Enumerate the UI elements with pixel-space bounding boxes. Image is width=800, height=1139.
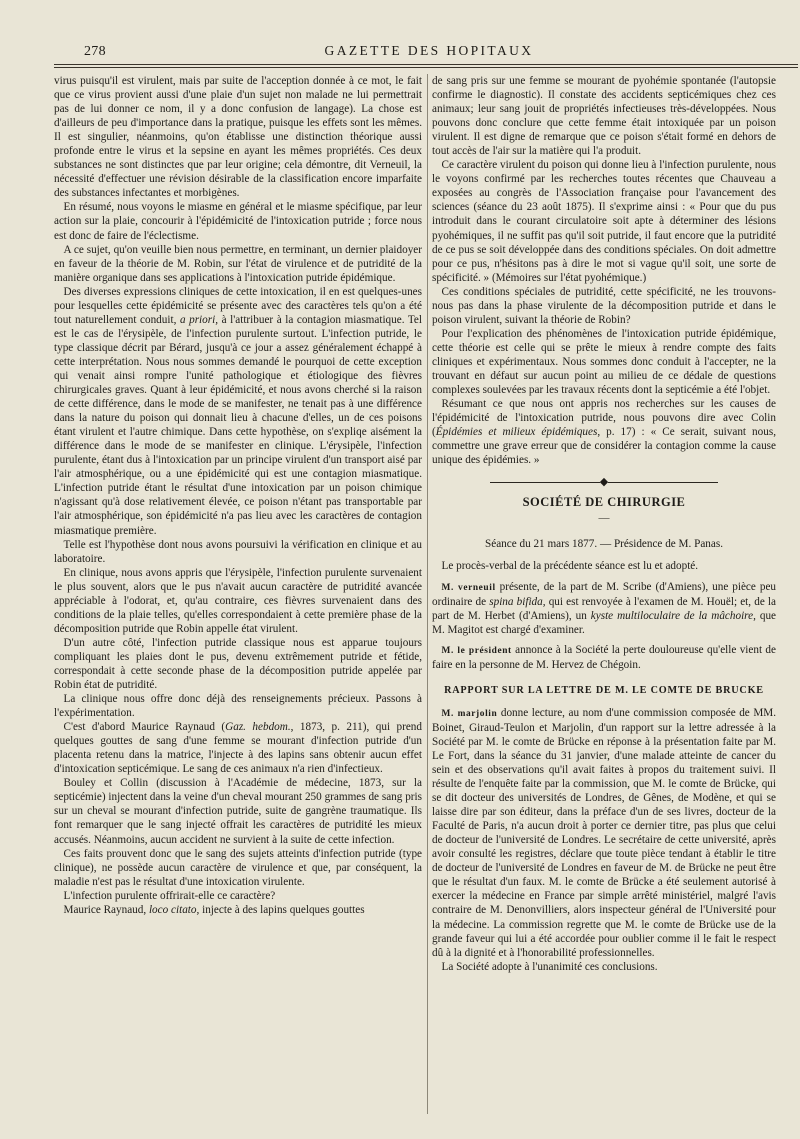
paragraph: virus puisqu'il est virulent, mais par suite de l'acception donnée à ce mot, le fait que ce virus provient aussi d'une plaie d'un sujet non malade ne lui permettrait pas de lui donner ce nom, il y a donc confusion de langage). La chose est d'ailleurs de peu d'importance dans la pratique, puisque les effets sont les mêmes. Il est singulier, néanmoins, qu'on établisse une distinction théorique aussi profonde entre le virus et la sepsine en ayant les mêmes propriétés. Ces deux substances ne sont distinctes que par leur origine; cela démontre, dit Verneuil, la nécessité d'effectuer une révision désirable de la classification encore imparfaite des substances infectantes et morbigènes. bbox=[54, 75, 422, 200]
text-run: qui est renvoyée à l'examen de M. Houël; et, de la part de M. Herbet (d'Amiens), un bbox=[432, 595, 777, 622]
text-run: Maurice Raynaud, bbox=[63, 903, 147, 916]
seance-line: Séance du 21 mars 1877. — Présidence de M. Panas. bbox=[485, 538, 723, 551]
text-run: donne lecture, au nom d'une commission composée de MM. Boinet, Giraud-Teulon et Marjolin, d'un rapport sur la lettre adressée à la Société par M. le comte de Brücke en réponse à la présentation faite par M. Le Fort, dans la séance du 31 janvier, d'une malade atteinte de cancer du sein et des observations qu'il avait faites à propos du traitement suivi. Il résulte de l'enquête faite par la commission, que M. le comte de Brücke, qui se dit docteur des universités de Londres, de Gênes, de Modène, et qui se laisse dire par son éditeur, dans la préface d'un de ses livres, docteur de la Faculté de Paris, n'a aucun droit à porter ce dernier titre, pas plus que celui de docteur de l'université de Londres. Le secrétaire de cette université, après avoir consulté les registres, déclare que toute pièce tendant à établir le titre de docteur de l'université de Londres en faveur de M. de Brücke ne peut être que le résultat d'un faux. M. le comte de Brücke a été seulement autorisé à exercer la médecine en France par simple arrêté ministériel, malgré l'avis contraire de M. Denonvilliers, alors inspecteur général de l'Université pour la médecine. La commission regrette que M. le comte de Brücke use de la grande faveur qui lui a été accordée pour oublier comme il le fait le respect dû à la dignité et à l'honorabilité professionnelles. bbox=[432, 706, 777, 959]
paragraph: En résumé, nous voyons le miasme en général et le miasme spécifique, par leur action sur la plaie, concourir à l'épidémicité de l'intoxication putride ; force nous est donc de faire de l'éclectisme. bbox=[54, 201, 422, 242]
speaker-name: M. le président bbox=[441, 645, 512, 656]
text-run: Résumant ce que nous ont appris nos recherches sur les causes de l'épidémicité de l'intoxication putride, nous pouvons dire avec Colin ( bbox=[432, 398, 776, 439]
header-rule bbox=[54, 64, 798, 65]
paragraph bbox=[54, 720, 422, 776]
paragraph: Telle est l'hypothèse dont nous avons poursuivi la vérification en clinique et au laboratoire. bbox=[54, 538, 422, 565]
paragraph bbox=[54, 903, 422, 917]
page-header bbox=[84, 40, 774, 68]
italic-text: Gaz. hebdom. bbox=[225, 721, 291, 734]
report-title: RAPPORT SUR LA LETTRE DE M. LE COMTE DE BRUCKE bbox=[444, 684, 764, 696]
page-number: 278 bbox=[84, 44, 106, 59]
italic-text: loco citato, bbox=[148, 903, 200, 916]
paragraph bbox=[432, 706, 776, 960]
text-run: à l'attribuer à la contagion miasmatique. Tel est le cas de l'érysipèle, de l'infection purulente surtout. L'infection putride, le type classique décrit par Bérard, jusqu'à ce jour a assez généralement échappé à cette interprétation. Nous nous sommes demandé le pourquoi de cette exception qui venait ainsi rompre l'unité pathologique et étiologique des fièvres chirurgicales graves. Quant à leur épidémicité, et nous avons cherché si la raison de cette différence, dans le mode de se manifester, ne tenait pas à une différence dans la nature du poison qui donnait lieu à chacune d'elles, un de ces poisons étant virulent et l'autre chimique. Dans cette hypothèse, on s'expliqe aisément la différence dans le mode de se manifester en clinique. L'érysipèle, l'infection purulente, étant dus à l'intoxication par un principe virulent d'un transport aisé par l'air atmosphérique, ou a une épidémicité qui est une contagion miasmatique. L'infection putride étant le résultat d'une intoxication par un poison chimique n'agissant qu'à dose relativement élevée, ce poison n'étant pas transportable par l'air atmosphérique, son épidémicité n'a pas lieu avec les caractères de contagion miasmatique première. bbox=[54, 313, 422, 537]
text-run: Des diverses expressions cliniques de cette intoxication, il en est quelques-unes pour lesquelles cette épidémicité se présente avec des caractères tels qu'on a été tout naturellement conduit, bbox=[54, 285, 422, 326]
paragraph bbox=[432, 580, 776, 637]
section-separator: ◆ bbox=[432, 479, 776, 485]
section-dash: — bbox=[598, 512, 610, 525]
paragraph bbox=[432, 397, 776, 467]
paragraph: Ce caractère virulent du poison qui donne lieu à l'infection purulente, nous le voyons confirmé par les recherches toutes récentes que Chauveau a exposées au congrès de l'Association française pour l'avancement des sciences (séance du 23 août 1875). Il s'exprime ainsi : « Pour que du pus introduit dans le courant circulatoire soit apte à déterminer des lésions pyohémiques, il ne suffit pas qu'il soit putride, il faut encore que la putridité de ce pus se soit développée dans des conditions spéciales. On doit admettre pour ce pus, n'hésitons pas à dire le mot si vague qu'il soit, une sorte de spécificité. » (Mémoires sur l'état pyohémique.) bbox=[432, 159, 776, 284]
paragraph: Ces faits prouvent donc que le sang des sujets atteints d'infection putride (type clinique), ne possède aucun caractère de virulence et que, par conséquent, la maladie n'est pas le résultat d'une intoxication virulente. bbox=[54, 847, 422, 888]
italic-text: a priori, bbox=[179, 313, 219, 326]
section-title: SOCIÉTÉ DE CHIRURGIE bbox=[522, 495, 686, 510]
text-run: , p. 17) : « Ce serait, suivant nous, commettre une grave erreur que de considérer la contagion comme la cause unique des épidémies. » bbox=[432, 426, 776, 467]
paragraph: D'un autre côté, l'infection putride classique nous est apparue toujours compliquant les plaies dont le pus, devenu extrêmement putride et fétide, correspondait à cette seconde phase de la décomposition putride appelée par Robin état de putridité. bbox=[54, 636, 422, 692]
text-run: C'est d'abord Maurice Raynaud ( bbox=[63, 721, 226, 734]
paragraph: En clinique, nous avons appris que l'érysipèle, l'infection purulente survenaient le plus souvent, alors que le pus n'avait aucun caractère de putridité avancée appréciable à l'odorat, et, qu'au contraire, ces fièvres survenaient dans des conditions de la plaie telles, qu'elles correspondaient à cette première phase de la décomposition putride que Robin appelle état virulent. bbox=[54, 566, 422, 635]
paragraph: Ces conditions spéciales de putridité, cette spécificité, ne les trouvons-nous pas dans la phase virulente de la décomposition putride et dans le poison virulent, suivant la théorie de Robin? bbox=[432, 285, 776, 326]
paragraph bbox=[432, 643, 776, 672]
header-rule-double bbox=[54, 67, 798, 68]
right-column bbox=[432, 74, 776, 974]
italic-text: Épidémies et milieux épidémiques bbox=[435, 426, 598, 439]
left-column bbox=[54, 74, 422, 917]
column-divider bbox=[427, 74, 428, 1114]
italic-text: kyste multiloculaire de la mâchoire, bbox=[590, 609, 756, 622]
paragraph: Le procès-verbal de la précédente séance est lu et adopté. bbox=[441, 560, 699, 573]
paragraph: L'infection purulente offrirait-elle ce caractère? bbox=[63, 889, 276, 902]
running-title: GAZETTE DES HOPITAUX bbox=[324, 43, 534, 58]
text-run: annonce à la Société la perte douloureuse qu'elle vient de faire en la personne de M. Hervez de Chégoin. bbox=[432, 643, 776, 671]
paragraph: Pour l'explication des phénomènes de l'intoxication putride épidémique, cette théorie est celle qui se prête le mieux à rendre compte des faits cliniques et expérimentaux. Nous sommes donc conduit à l'accepter, ne la trouvant en défaut sur aucun point au milieu de ce dédale de questions complexes soulevées par les travaux récents dont la septicémie a été l'objet. bbox=[432, 327, 776, 397]
text-run: injecte à des lapins quelques gouttes bbox=[202, 903, 365, 916]
text-run: présente, de la part de M. Scribe (d'Amiens), une pièce peu ordinaire de bbox=[432, 580, 777, 608]
speaker-name: M. verneuil bbox=[441, 582, 496, 593]
speaker-name: M. marjolin bbox=[441, 708, 498, 719]
paragraph: A ce sujet, qu'on veuille bien nous permettre, en terminant, un dernier plaidoyer en faveur de la théorie de M. Robin, sur l'état de virulence et de putridité de la manière organique dans ses applications à l'intoxication putride épidémique. bbox=[54, 243, 422, 284]
paragraph bbox=[54, 285, 422, 538]
text-run: , 1873, p. 211), qui prend quelques gouttes de sang d'une femme se mourant d'infection putride d'un placenta retenu dans la matrice, l'injecte à des lapins sans obtenir aucun effet d'intoxication septicémique. Le sang de ces animaux n'a rien d'infectieux. bbox=[54, 721, 422, 776]
text-run: que M. Magitot est chargé d'examiner. bbox=[432, 609, 776, 636]
paragraph: La Société adopte à l'unanimité ces conclusions. bbox=[441, 960, 658, 973]
paragraph: Bouley et Collin (discussion à l'Académie de médecine, 1873, sur la septicémie) injectent dans la veine d'un cheval mourant 250 grammes de sang pris sur un cheval se mourant d'infection putride, suite de gangrène traumatique. Ils font remarquer que le sang injecté offrait les caractères de putridité les mieux accusés. Néanmoins, aucun accident ne survient à la suite de cette infection. bbox=[54, 777, 422, 846]
paragraph: de sang pris sur une femme se mourant de pyohémie spontanée (l'autopsie confirme le diagnostic). Il constate des accidents septicémiques chez ces animaux; leur sang jouit de propriétés infectieuses très-développées. Nous pouvons donc conclure que cette femme était intoxiquée par un poison virulent. Il est digne de remarque que ce poison s'était formé en dehors de tout accès de l'air sur la matière qui l'a produit. bbox=[432, 75, 776, 158]
paragraph: La clinique nous offre donc déjà des renseignements précieux. Passons à l'expérimentation. bbox=[54, 693, 422, 720]
italic-text: spina bifida, bbox=[489, 595, 546, 608]
